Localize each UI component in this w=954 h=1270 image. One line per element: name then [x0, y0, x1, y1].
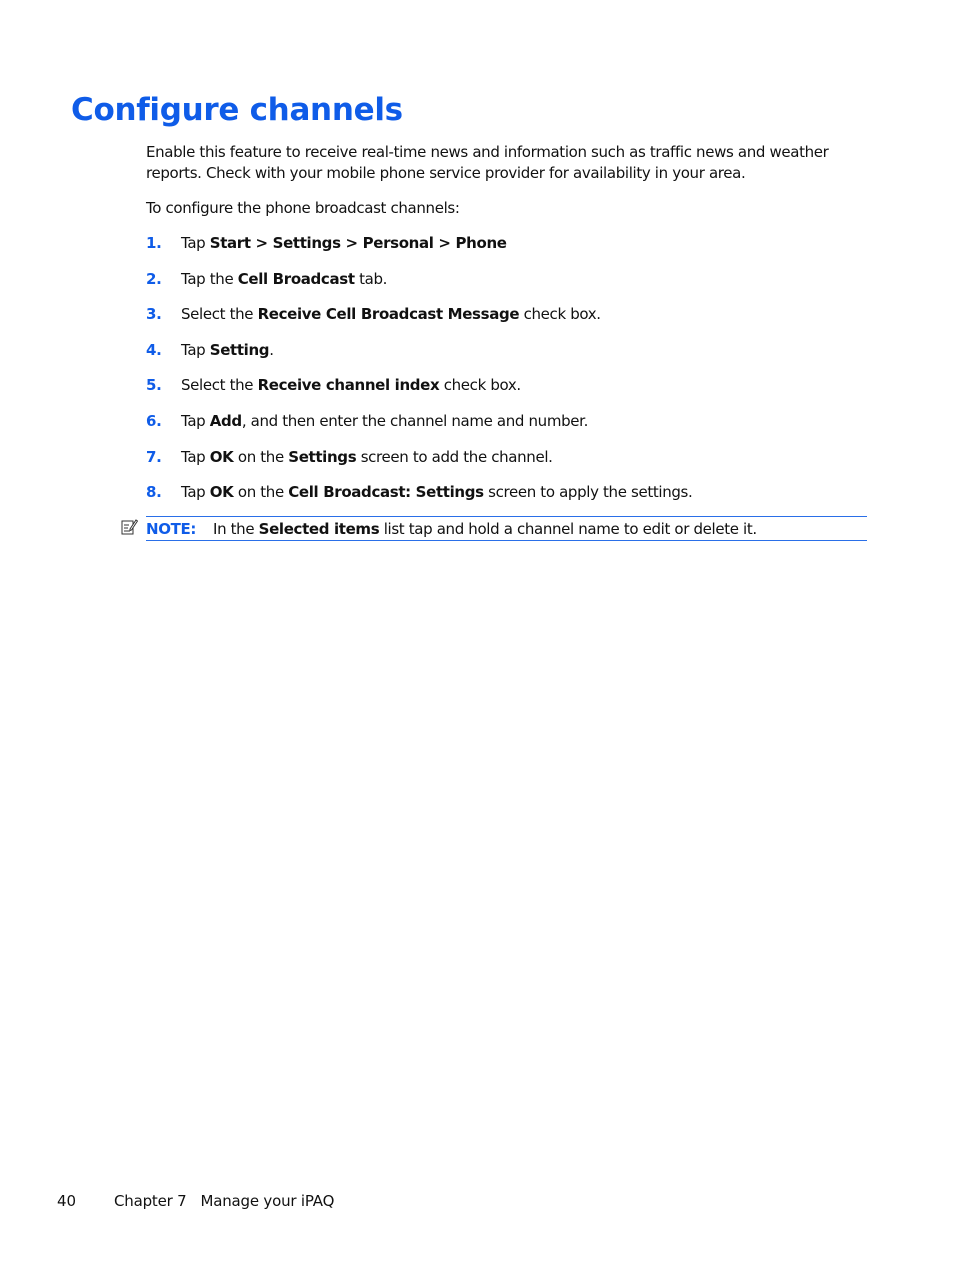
- step-text-bold: Cell Broadcast: Settings: [288, 483, 484, 502]
- note-text: [213, 519, 757, 539]
- step-number: 1.: [146, 234, 162, 252]
- step-text: [181, 233, 507, 254]
- step-text: [181, 482, 692, 503]
- step-text-run: check box.: [519, 305, 601, 324]
- step-text-run: Tap: [181, 340, 210, 359]
- step-number: 4.: [146, 340, 162, 359]
- step-text-bold: Receive channel index: [257, 376, 440, 395]
- step-text-run: , and then enter the channel name and number.: [241, 411, 588, 430]
- note-text-bold: Selected items: [258, 520, 380, 538]
- step-number: 8.: [146, 483, 162, 502]
- note-text-run: list tap and hold a channel name to edit or delete it.: [379, 520, 757, 538]
- step-text-run: Tap: [181, 447, 210, 466]
- step-text: [181, 375, 521, 396]
- step-number: 5.: [146, 376, 162, 395]
- step-text: [181, 269, 387, 290]
- intro-paragraph: Enable this feature to receive real-time news and information such as traffic news and weather reports. Check with your mobile phone service provider for availability in your area.: [146, 143, 829, 182]
- step-number: 2.: [146, 269, 162, 288]
- step-text: [181, 447, 553, 468]
- step-number: 6.: [146, 411, 162, 430]
- step-text-bold: Receive Cell Broadcast Message: [257, 305, 520, 324]
- step-text-run: tab.: [354, 269, 388, 288]
- step-text-bold: Cell Broadcast: [237, 269, 355, 288]
- step-text-bold: OK: [209, 447, 234, 466]
- step-text-run: screen to apply the settings.: [483, 483, 693, 502]
- step-text: [181, 411, 588, 432]
- footer-chapter-title: Manage your iPAQ: [200, 1192, 335, 1210]
- step-text-run: Select the: [181, 376, 258, 395]
- step-text-run: check box.: [439, 376, 521, 395]
- footer-chapter: [114, 1191, 334, 1212]
- note-pencil-icon: [121, 518, 138, 536]
- step-text-bold: Settings: [288, 447, 357, 466]
- note-box: [146, 516, 867, 541]
- note-text-run: In the: [213, 520, 259, 538]
- page-title: Configure channels: [71, 92, 403, 128]
- step-text-run: Tap the: [181, 269, 238, 288]
- step-text-bold: OK: [209, 483, 234, 502]
- step-number: 7.: [146, 447, 162, 466]
- step-text-run: Tap: [181, 483, 210, 502]
- step-number: 3.: [146, 305, 162, 324]
- step-text-run: on the: [233, 483, 289, 502]
- note-label: NOTE:: [146, 520, 197, 538]
- step-text: [181, 304, 601, 325]
- step-text-bold: Setting: [209, 340, 270, 359]
- step-text-run: Tap: [181, 411, 210, 430]
- footer-chapter-number: Chapter 7: [114, 1192, 187, 1210]
- step-text-run: Select the: [181, 305, 258, 324]
- step-text-run: .: [269, 340, 274, 359]
- step-text: [181, 340, 274, 361]
- step-text-run: screen to add the channel.: [356, 447, 553, 466]
- step-text-run: on the: [233, 447, 289, 466]
- footer-page-number: 40: [57, 1192, 77, 1210]
- step-text-bold: Add: [209, 411, 242, 430]
- lead-paragraph: To configure the phone broadcast channels:: [146, 199, 460, 217]
- step-text-run: Tap: [181, 234, 210, 252]
- step-text-bold: Start > Settings > Personal > Phone: [209, 234, 507, 252]
